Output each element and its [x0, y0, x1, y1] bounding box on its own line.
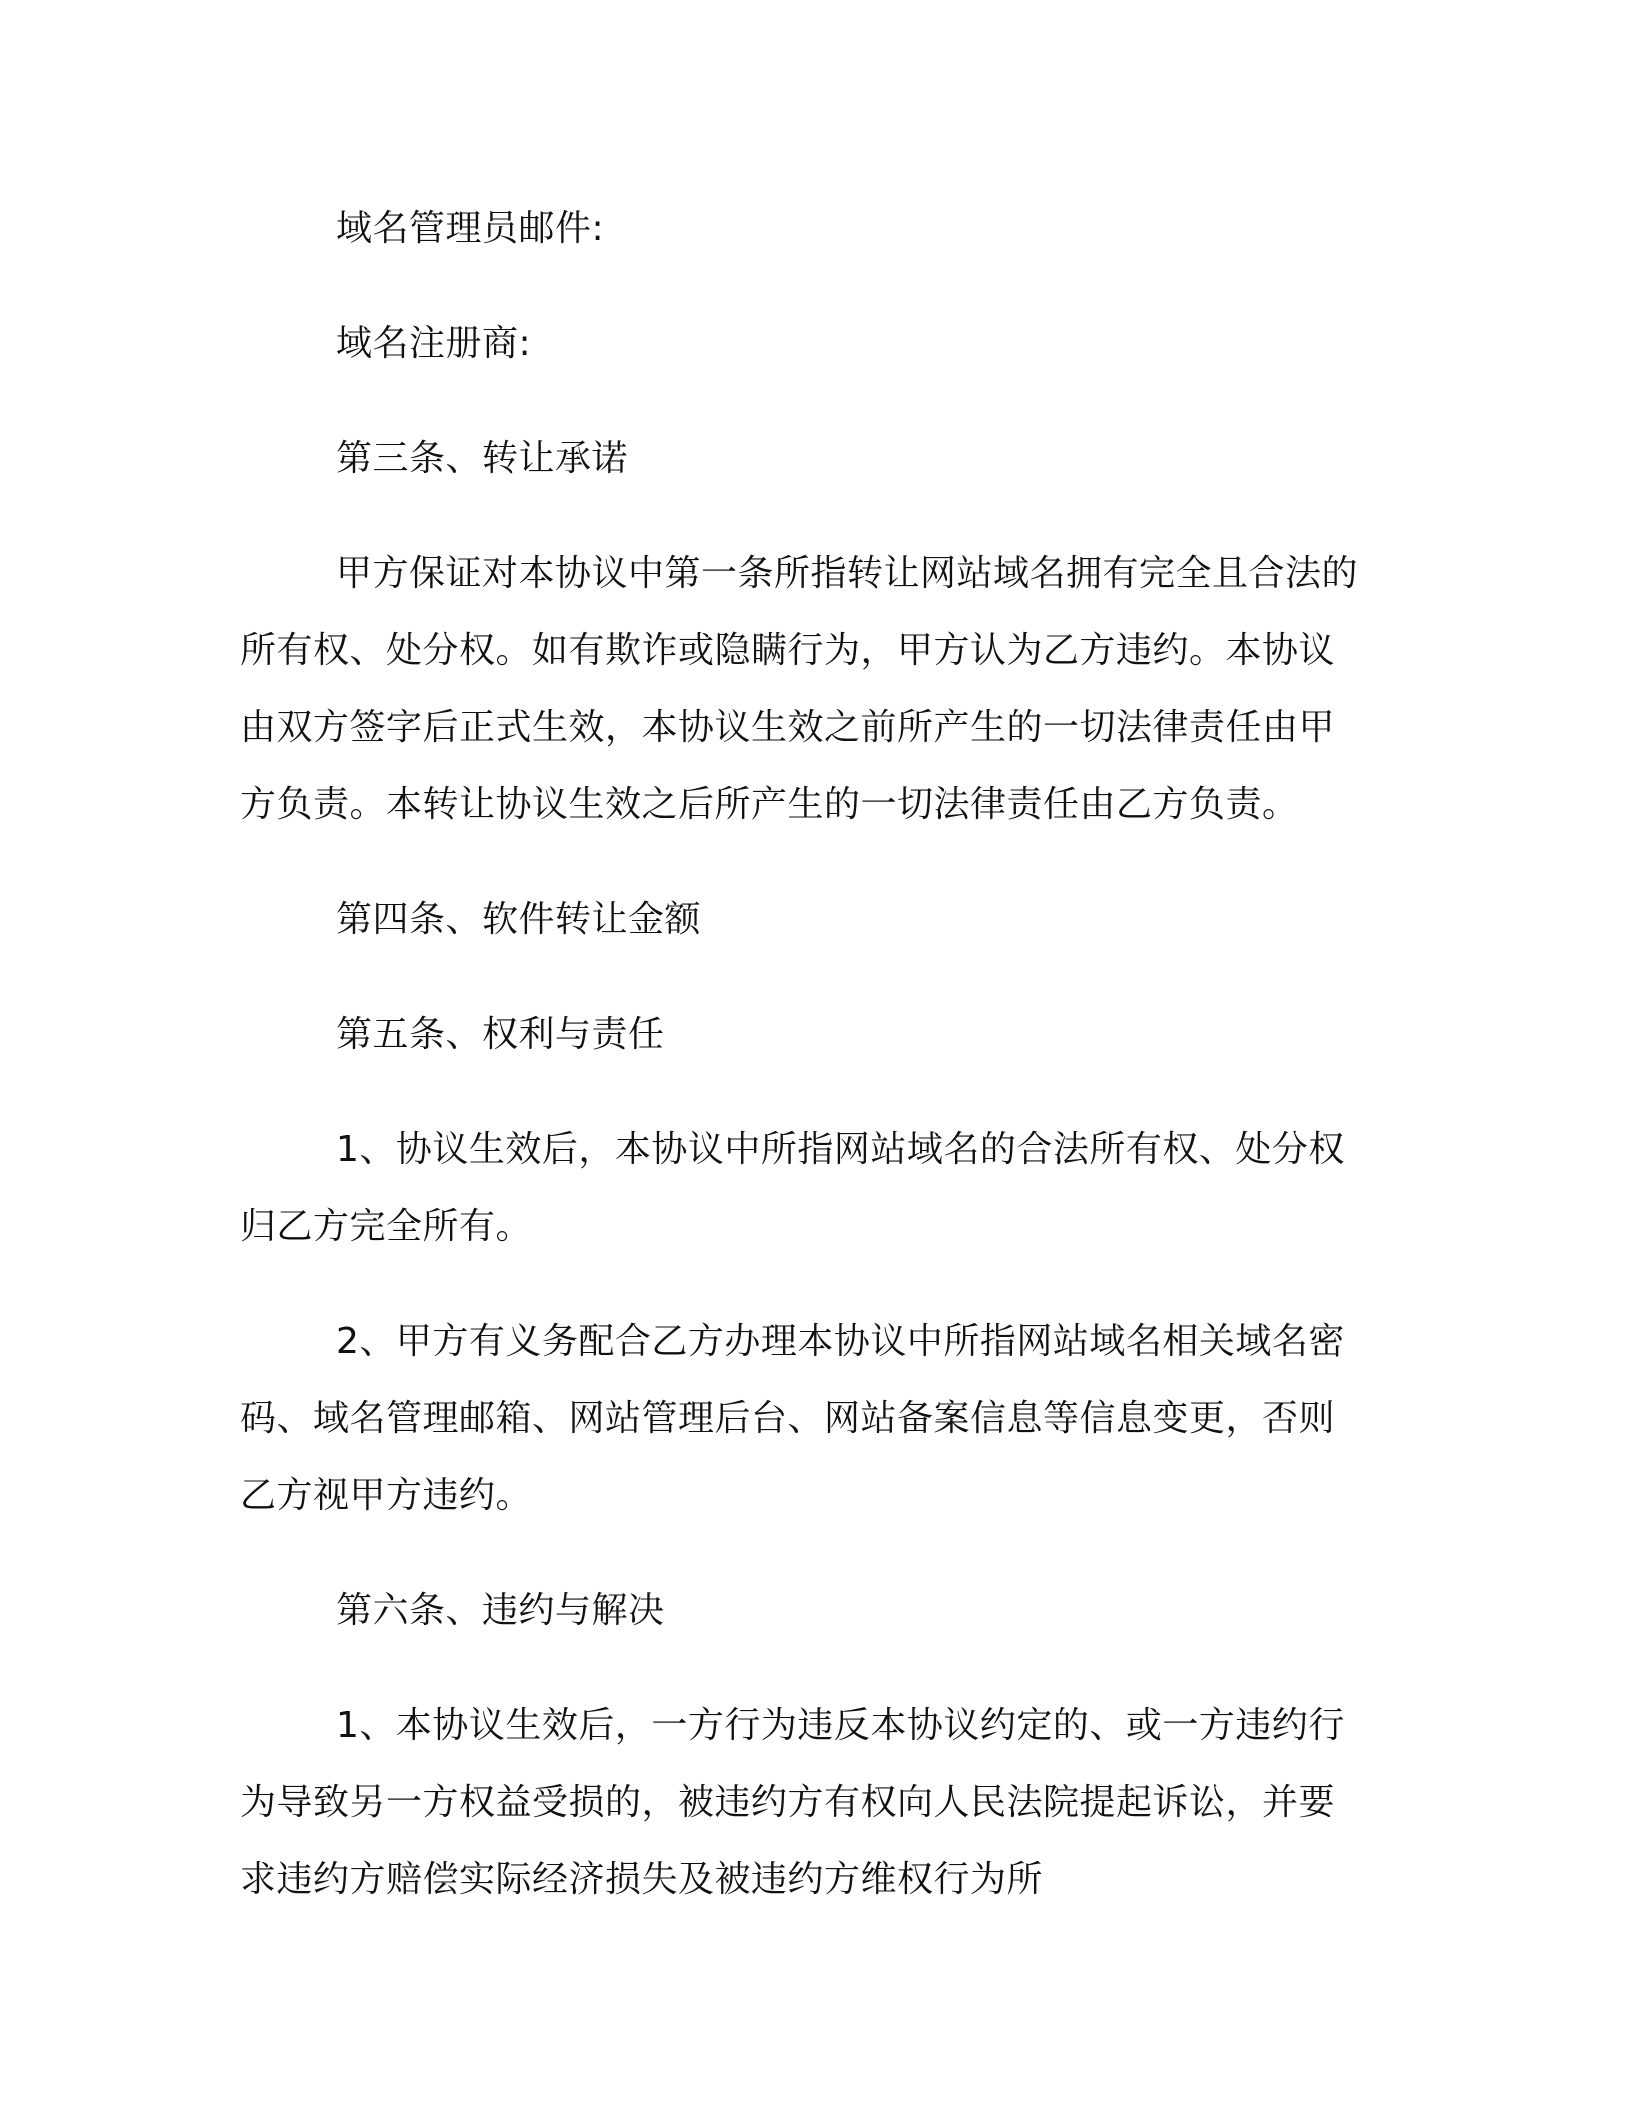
paragraph-article-6-item-1 — [240, 1687, 1380, 1918]
heading-article-5 — [240, 996, 1380, 1073]
text-line: 域名管理员邮件: — [336, 208, 605, 249]
text-line: 求违约方赔偿实际经济损失及被违约方维权行为所 — [240, 1859, 1044, 1900]
text-line: 1、协议生效后，本协议中所指网站域名的合法所有权、处分权 — [336, 1129, 1345, 1170]
text-line: 第五条、权利与责任 — [336, 1014, 665, 1055]
text-line: 方负责。本转让协议生效之后所产生的一切法律责任由乙方负责。 — [240, 784, 1299, 825]
text-line: 为导致另一方权益受损的，被违约方有权向人民法院提起诉讼，并要 — [240, 1782, 1336, 1823]
heading-article-6 — [240, 1572, 1380, 1649]
paragraph-transfer-commitment — [240, 535, 1380, 843]
paragraph-article-5-item-1 — [240, 1111, 1380, 1265]
text-line: 第三条、转让承诺 — [336, 438, 629, 479]
text-line: 所有权、处分权。如有欺诈或隐瞒行为，甲方认为乙方违约。本协议 — [240, 630, 1336, 671]
paragraph-admin-email — [240, 190, 1380, 267]
paragraph-registrar — [240, 305, 1380, 382]
paragraph-article-5-item-2 — [240, 1303, 1380, 1534]
text-line: 第四条、软件转让金额 — [336, 899, 702, 940]
document-page — [240, 190, 1380, 1956]
text-line: 第六条、违约与解决 — [336, 1590, 665, 1631]
text-line: 归乙方完全所有。 — [240, 1206, 533, 1247]
heading-article-3 — [240, 420, 1380, 497]
text-line: 域名注册商: — [336, 323, 532, 364]
text-line: 甲方保证对本协议中第一条所指转让网站域名拥有完全且合法的 — [336, 553, 1359, 594]
heading-article-4 — [240, 881, 1380, 958]
text-line: 1、本协议生效后，一方行为违反本协议约定的、或一方违约行 — [336, 1705, 1345, 1746]
text-line: 乙方视甲方违约。 — [240, 1475, 533, 1516]
text-line: 由双方签字后正式生效，本协议生效之前所产生的一切法律责任由甲 — [240, 707, 1336, 748]
text-line: 码、域名管理邮箱、网站管理后台、网站备案信息等信息变更，否则 — [240, 1398, 1336, 1439]
text-line: 2、甲方有义务配合乙方办理本协议中所指网站域名相关域名密 — [336, 1321, 1345, 1362]
